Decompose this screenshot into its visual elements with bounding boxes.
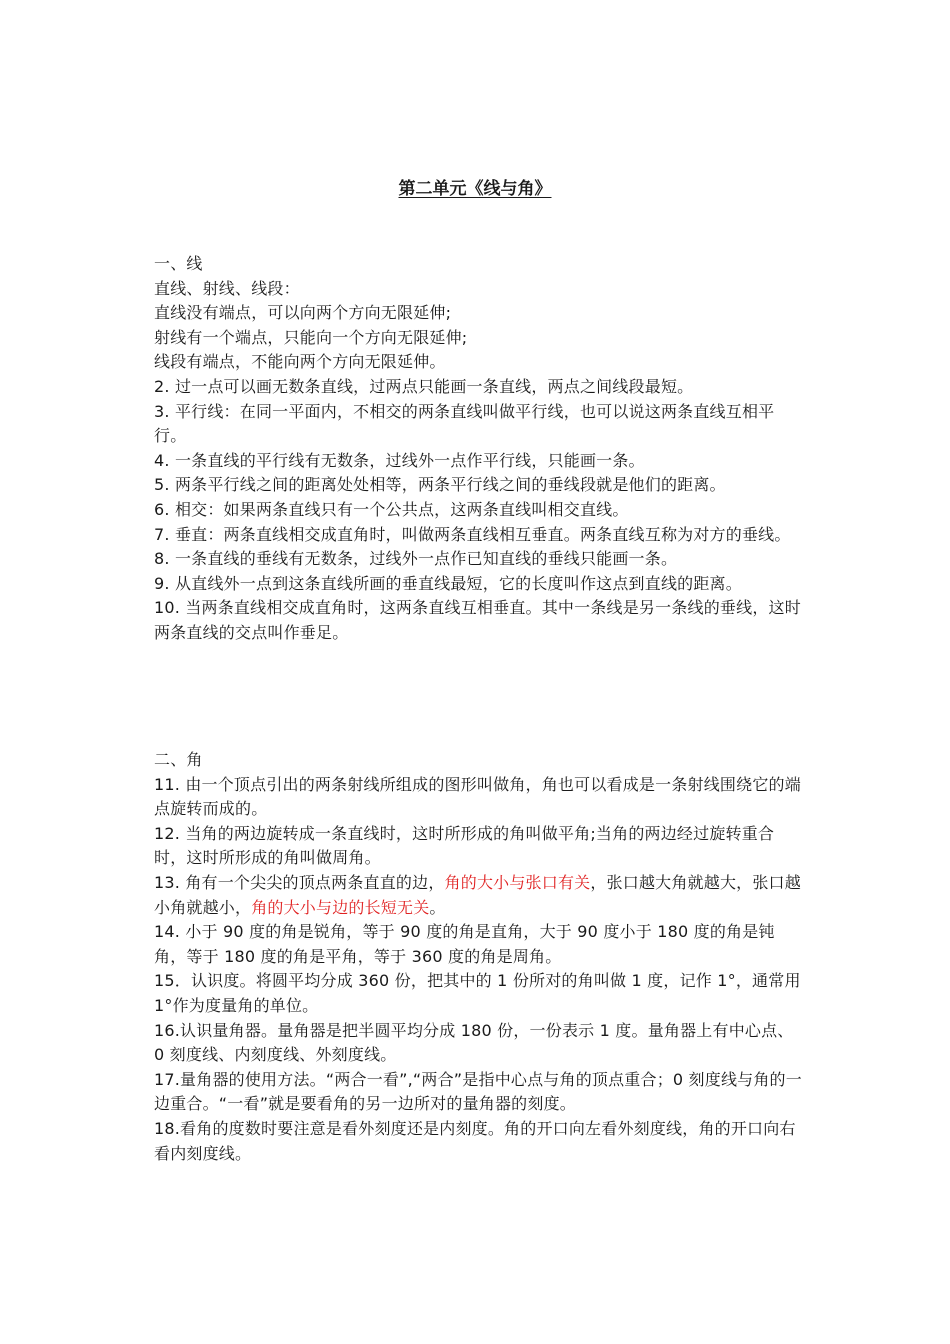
section-heading: 二、角	[154, 750, 203, 769]
list-item: 15．认识度。将圆平均分成 360 份，把其中的 1 份所对的角叫做 1 度，记作 1°，通常用 1°作为度量角的单位。	[154, 971, 801, 1015]
list-item: 14. 小于 90 度的角是锐角，等于 90 度的角是直角，大于 90 度小于 180 度的角是钝角，等于 180 度的角是平角，等于 360 度的角是周角。	[154, 922, 775, 966]
section-heading: 一、线	[154, 254, 203, 273]
list-item: 3. 平行线：在同一平面内，不相交的两条直线叫做平行线，也可以说这两条直线互相平行。	[154, 401, 775, 446]
paragraph: 直线没有端点，可以向两个方向无限延伸;	[154, 303, 452, 323]
page-title	[0, 176, 950, 202]
list-item: 12. 当角的两边旋转成一条直线时，这时所形成的角叫做平角;当角的两边经过旋转重合时，这时所形成的角叫做周角。	[154, 823, 775, 868]
title-text: 第二单元《线与角》	[398, 179, 552, 199]
list-item: 5. 两条平行线之间的距离处处相等，两条平行线之间的垂线段就是他们的距离。	[154, 475, 726, 495]
item13-text-1: 13. 角有一个尖尖的顶点两条直直的边，	[154, 872, 445, 892]
item13-text-3: 。	[429, 897, 446, 917]
list-item: 7. 垂直：两条直线相交成直角时，叫做两条直线相互垂直。两条直线互称为对方的垂线。	[154, 524, 791, 544]
list-item: 16.认识量角器。量角器是把半圆平均分成 180 份，一份表示 1 度。量角器上有中心点、0 刻度线、内刻度线、外刻度线。	[154, 1020, 794, 1065]
section-lines	[154, 252, 802, 646]
list-item: 6. 相交：如果两条直线只有一个公共点，这两条直线叫相交直线。	[154, 499, 629, 519]
section-angles	[154, 748, 802, 1166]
list-item: 9. 从直线外一点到这条直线所画的垂直线最短，它的长度叫作这点到直线的距离。	[154, 573, 742, 593]
list-item: 2. 过一点可以画无数条直线，过两点只能画一条直线，两点之间线段最短。	[154, 376, 694, 396]
paragraph: 射线有一个端点，只能向一个方向无限延伸;	[154, 327, 468, 347]
list-item: 4. 一条直线的平行线有无数条，过线外一点作平行线，只能画一条。	[154, 450, 645, 470]
list-item: 10. 当两条直线相交成直角时，这两条直线互相垂直。其中一条线是另一条线的垂线，这时两条直线的交点叫作垂足。	[154, 598, 801, 642]
highlight-text-2: 角的大小与边的长短无关	[251, 897, 430, 917]
paragraph: 线段有端点，不能向两个方向无限延伸。	[154, 352, 446, 372]
list-item: 17.量角器的使用方法。“两合一看”,“两合”是指中心点与角的顶点重合；0 刻度线与角的一边重合。“一看”就是要看角的另一边所对的量角器的刻度。	[154, 1069, 802, 1114]
highlight-text-1: 角的大小与张口有关	[444, 872, 591, 892]
list-item: 8. 一条直线的垂线有无数条，过线外一点作已知直线的垂线只能画一条。	[154, 549, 678, 569]
item13-text-2: ，张口越大角就越大，张口越小角就越小，	[154, 872, 801, 917]
list-item: 18.看角的度数时要注意是看外刻度还是内刻度。角的开口向左看外刻度线，角的开口向右看内刻度线。	[154, 1118, 796, 1163]
sub-heading: 直线、射线、线段：	[154, 278, 300, 298]
list-item: 11. 由一个顶点引出的两条射线所组成的图形叫做角，角也可以看成是一条射线围绕它的端点旋转而成的。	[154, 774, 801, 819]
list-item-13	[154, 871, 802, 920]
